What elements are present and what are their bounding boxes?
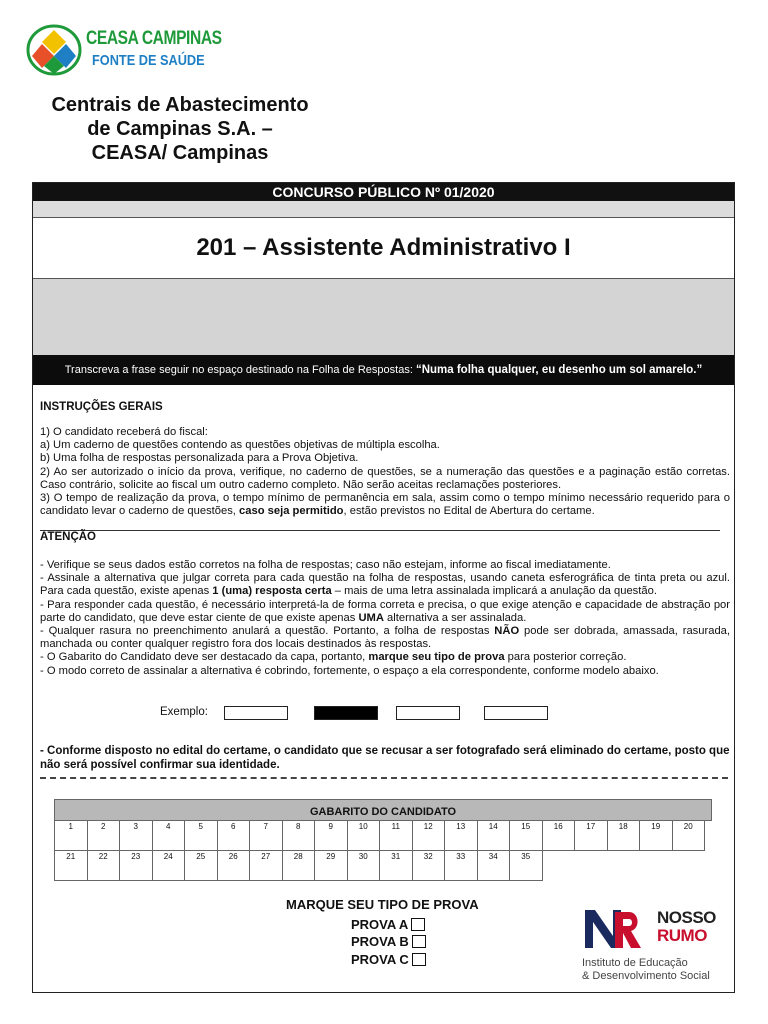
example-box-empty — [396, 706, 460, 720]
answer-cell[interactable]: 31 — [379, 851, 413, 881]
institute-line-1: Instituto de Educação — [582, 957, 688, 969]
gray-band-top — [33, 201, 734, 218]
gray-band-middle — [33, 278, 734, 356]
attention-text: pode ser dobrada, amassada, rasurada, manchada ou conter qualquer registro fora dos locais destinados às respostas. — [40, 625, 730, 651]
ceasa-logo-icon — [26, 24, 82, 76]
organization-name — [30, 93, 330, 165]
example-label: Exemplo: — [160, 706, 208, 718]
answer-cell[interactable]: 25 — [184, 851, 218, 881]
answer-cell[interactable]: 8 — [282, 821, 316, 851]
attention-text: - Para responder cada questão, é necessário interpretá-la de forma correta e precisa, o que exige atenção e capacidade de abstração por parte do candidato, que deve estar ciente de que existe apenas — [40, 598, 730, 624]
answer-cell[interactable]: 15 — [509, 821, 543, 851]
cut-line — [40, 777, 728, 779]
job-title: 201 – Assistente Administrativo I — [196, 234, 571, 261]
concurso-title: CONCURSO PÚBLICO Nº 01/2020 — [33, 183, 734, 201]
transcribe-prefix: Transcreva a frase seguir no espaço destinado na Folha de Respostas: — [64, 364, 416, 376]
answer-cell[interactable]: 30 — [347, 851, 381, 881]
instruction-text: 3) O tempo de realização da prova, o tempo mínimo de permanência em sala, assim como o tempo mínimo necessário requerido para o candidato levar o caderno de questões, — [40, 492, 730, 518]
example-box-empty — [224, 706, 288, 720]
answer-cell[interactable]: 35 — [509, 851, 543, 881]
exam-type-a-checkbox[interactable] — [411, 918, 425, 931]
nosso-rumo-logo-icon — [583, 906, 643, 950]
instruction-text: , estão previstos no Edital de Abertura do certame. — [343, 505, 595, 518]
answer-cell[interactable]: 27 — [249, 851, 283, 881]
attention-text: - Assinale a alternativa que julgar correta para cada questão na folha de respostas, usando caneta esferográfica de tinta preta ou azul. Para cada questão, existe apenas — [40, 572, 730, 598]
attention-line: - O modo correto de assinalar a alternativa é cobrindo, fortemente, o espaço a ela correspondente, conforme modelo abaixo. — [40, 664, 659, 677]
instruction-bold: caso seja permitido — [239, 505, 344, 518]
answer-cell[interactable]: 23 — [119, 851, 153, 881]
answer-cell[interactable]: 34 — [477, 851, 511, 881]
answer-cell[interactable]: 20 — [672, 821, 706, 851]
answer-cell[interactable]: 11 — [379, 821, 413, 851]
answer-cell[interactable]: 7 — [249, 821, 283, 851]
answer-key-row-2 — [54, 851, 542, 881]
exam-type-a[interactable] — [351, 917, 425, 932]
instruction-line: b) Uma folha de respostas personalizada para a Prova Objetiva. — [40, 452, 359, 465]
example-box-filled — [314, 706, 378, 720]
attention-text: alternativa a ser assinalada. — [383, 611, 527, 624]
attention-line — [40, 599, 730, 625]
answer-cell[interactable]: 19 — [639, 821, 673, 851]
org-line-2: de Campinas S.A. – — [87, 118, 273, 140]
answer-cell[interactable]: 21 — [54, 851, 88, 881]
attention-bold: 1 (uma) resposta certa — [212, 585, 332, 598]
exam-type-c-label: PROVA C — [351, 952, 409, 967]
attention-text: - Qualquer rasura no preenchimento anulará a questão. Portanto, a folha de respostas — [40, 625, 495, 638]
answer-cell[interactable]: 28 — [282, 851, 316, 881]
instruction-line: a) Um caderno de questões contendo as questões objetivas de múltipla escolha. — [40, 439, 440, 452]
general-instructions — [40, 426, 730, 518]
answer-cell[interactable]: 26 — [217, 851, 251, 881]
exam-type-b[interactable] — [351, 934, 426, 949]
answer-cell[interactable]: 1 — [54, 821, 88, 851]
answer-cell[interactable]: 10 — [347, 821, 381, 851]
answer-cell[interactable]: 24 — [152, 851, 186, 881]
exam-type-a-label: PROVA A — [351, 917, 409, 932]
answer-cell[interactable]: 29 — [314, 851, 348, 881]
attention-line — [40, 651, 730, 664]
photo-notice: - Conforme disposto no edital do certame, o candidato que se recusar a ser fotografado será eliminado do certame, posto que não será possível confirmar sua identidade. — [40, 745, 730, 771]
answer-cell[interactable]: 5 — [184, 821, 218, 851]
answer-cell[interactable]: 12 — [412, 821, 446, 851]
answer-cell[interactable]: 22 — [87, 851, 121, 881]
instruction-line — [40, 492, 730, 518]
nosso-rumo-word2: RUMO — [657, 926, 707, 945]
org-line-1: Centrais de Abastecimento — [51, 94, 309, 116]
answer-cell[interactable]: 2 — [87, 821, 121, 851]
example-box-empty — [484, 706, 548, 720]
answer-cell[interactable]: 32 — [412, 851, 446, 881]
nosso-rumo-word1: NOSSO — [657, 908, 716, 927]
answer-cell[interactable]: 6 — [217, 821, 251, 851]
exam-type-b-checkbox[interactable] — [412, 935, 426, 948]
answer-cell[interactable]: 33 — [444, 851, 478, 881]
answer-cell[interactable]: 4 — [152, 821, 186, 851]
answer-cell[interactable]: 17 — [574, 821, 608, 851]
transcribe-phrase: “Numa folha qualquer, eu desenho um sol amarelo.” — [415, 364, 703, 376]
exam-type-b-label: PROVA B — [351, 934, 409, 949]
answer-cell[interactable]: 13 — [444, 821, 478, 851]
attention-text: para posterior correção. — [504, 651, 627, 664]
attention-bold: marque seu tipo de prova — [368, 651, 505, 664]
attention-line: - Verifique se seus dados estão corretos na folha de respostas; caso não estejam, informe ao fiscal imediatamente. — [40, 559, 611, 571]
transcribe-instruction — [33, 355, 734, 385]
brand-name: CEASA CAMPINAS — [86, 28, 222, 49]
attention-bold: NÃO — [494, 625, 520, 638]
attention-title: ATENÇÃO — [40, 531, 97, 543]
attention-line — [40, 625, 730, 651]
attention-list — [40, 559, 730, 678]
answer-cell[interactable]: 14 — [477, 821, 511, 851]
exam-type-c-checkbox[interactable] — [412, 953, 426, 966]
answer-key-row-1 — [54, 821, 704, 851]
exam-type-title: MARQUE SEU TIPO DE PROVA — [286, 897, 479, 912]
exam-type-c[interactable] — [351, 952, 426, 967]
answer-cell[interactable]: 18 — [607, 821, 641, 851]
org-line-3: CEASA/ Campinas — [91, 142, 269, 164]
instruction-line: 2) Ao ser autorizado o início da prova, verifique, no caderno de questões, se a numeração das questões e a paginação estão corretas. Caso contrário, solicite ao fiscal um outro caderno completo. Não serão aceitas reclamações posteriores. — [40, 465, 730, 491]
attention-bold: UMA — [358, 611, 384, 624]
general-instructions-title: INSTRUÇÕES GERAIS — [40, 401, 163, 413]
attention-text: - O Gabarito do Candidato deve ser destacado da capa, portanto, — [40, 651, 369, 664]
institute-line-2: & Desenvolvimento Social — [582, 970, 710, 982]
brand-slogan: FONTE DE SAÚDE — [92, 52, 205, 69]
attention-text: – mais de uma letra assinalada implicará a anulação da questão. — [331, 585, 657, 598]
answer-key-title: GABARITO DO CANDIDATO — [54, 799, 712, 821]
answer-cell[interactable]: 3 — [119, 821, 153, 851]
divider — [40, 530, 720, 531]
attention-line — [40, 572, 730, 598]
answer-cell[interactable]: 16 — [542, 821, 576, 851]
instruction-line: 1) O candidato receberá do fiscal: — [40, 426, 208, 438]
answer-cell[interactable]: 9 — [314, 821, 348, 851]
